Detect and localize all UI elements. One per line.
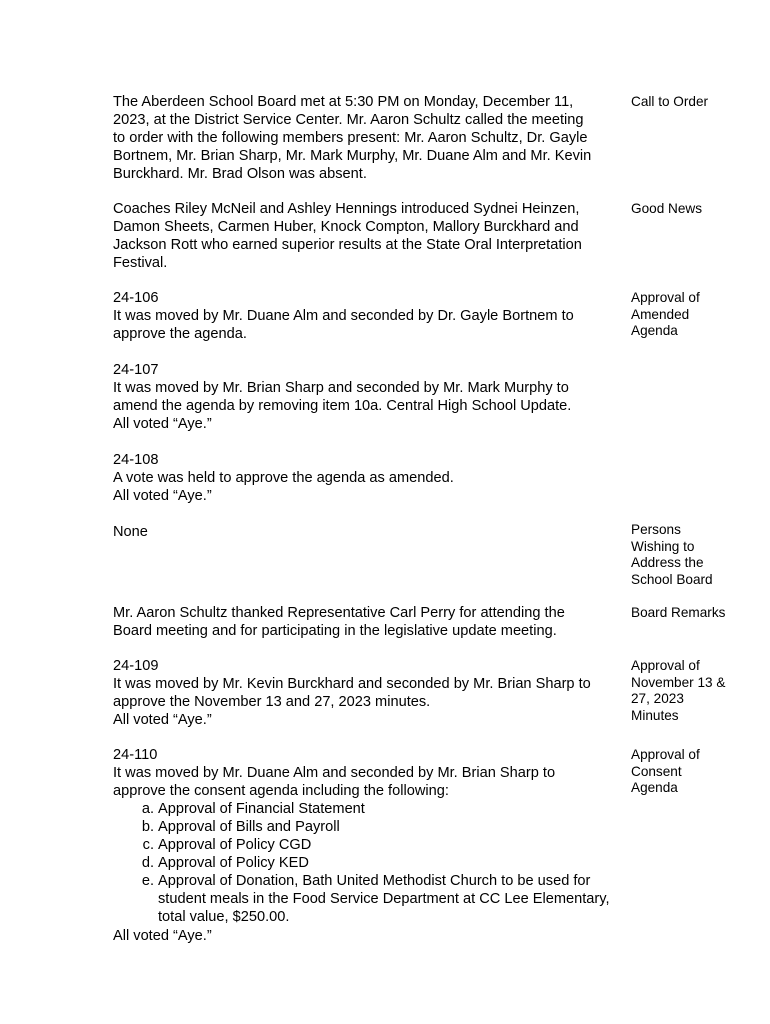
consent-agenda-item <box>113 800 618 818</box>
motion-24-107: 24-107 It was moved by Mr. Brian Sharp and seconded by Mr. Mark Murphy to amend the agenda by removing item 10a. Central High School Update. All voted “Aye.” <box>113 362 572 432</box>
motion-24-106: 24-106 It was moved by Mr. Duane Alm and seconded by Dr. Gayle Bortnem to approve the agenda. <box>113 290 574 342</box>
motion-24-108: 24-108 A vote was held to approve the agenda as amended. All voted “Aye.” <box>113 452 454 504</box>
consent-agenda-list <box>113 800 618 926</box>
list-marker: c. <box>142 837 154 853</box>
motion-24-110-vote: All voted “Aye.” <box>113 928 212 944</box>
list-marker: e. <box>141 873 154 889</box>
call-to-order-paragraph: The Aberdeen School Board met at 5:30 PM on Monday, December 11, 2023, at the District Service Center. Mr. Aaron Schultz called the meeting to order with the following members present: Mr. Aaron Schultz, Dr. Gayle Bortnem, Mr. Brian Sharp, Mr. Mark Murphy, Mr. Duane Alm and Mr. Kevin Burckhard. Mr. Brad Olson was absent. <box>113 94 592 182</box>
persons-wishing-paragraph: None <box>113 524 148 540</box>
good-news-label: Good News <box>631 201 703 216</box>
consent-agenda-item <box>113 854 618 872</box>
motion-24-110: 24-110 It was moved by Mr. Duane Alm and seconded by Mr. Brian Sharp to approve the consent agenda including the following: <box>113 747 556 799</box>
approval-of-minutes-label: Approval of November 13 & 27, 2023 Minutes <box>631 658 726 723</box>
persons-wishing-label: Persons Wishing to Address the School Board <box>631 522 713 587</box>
approval-of-consent-agenda-label: Approval of Consent Agenda <box>631 747 700 796</box>
list-marker: b. <box>141 819 154 835</box>
list-item-text: Approval of Policy CGD <box>158 837 312 853</box>
approval-of-amended-agenda-label: Approval of Amended Agenda <box>631 290 700 339</box>
board-remarks-paragraph: Mr. Aaron Schultz thanked Representative Carl Perry for attending the Board meeting and for participating in the legislative update meeting. <box>113 605 565 639</box>
board-remarks-label: Board Remarks <box>631 605 726 620</box>
list-item-text: Approval of Bills and Payroll <box>158 819 340 835</box>
list-item-text: Approval of Policy KED <box>158 855 309 871</box>
good-news-paragraph: Coaches Riley McNeil and Ashley Hennings introduced Sydnei Heinzen, Damon Sheets, Carmen Huber, Knock Compton, Mallory Burckhard and Jackson Rott who earned superior results at the State Oral Interpretation Festival. <box>113 201 582 271</box>
list-item-text: Approval of Donation, Bath United Methodist Church to be used for student meals in the Food Service Department at CC Lee Elementary, total value, $250.00. <box>158 873 610 925</box>
consent-agenda-item <box>113 836 618 854</box>
consent-agenda-item <box>113 818 618 836</box>
list-marker: a. <box>141 801 154 817</box>
motion-24-109: 24-109 It was moved by Mr. Kevin Burckhard and seconded by Mr. Brian Sharp to approve the November 13 and 27, 2023 minutes. All voted “Aye.” <box>113 658 591 728</box>
consent-agenda-item <box>113 872 618 926</box>
list-item-text: Approval of Financial Statement <box>158 801 365 817</box>
call-to-order-label: Call to Order <box>631 94 709 109</box>
list-marker: d. <box>141 855 154 871</box>
